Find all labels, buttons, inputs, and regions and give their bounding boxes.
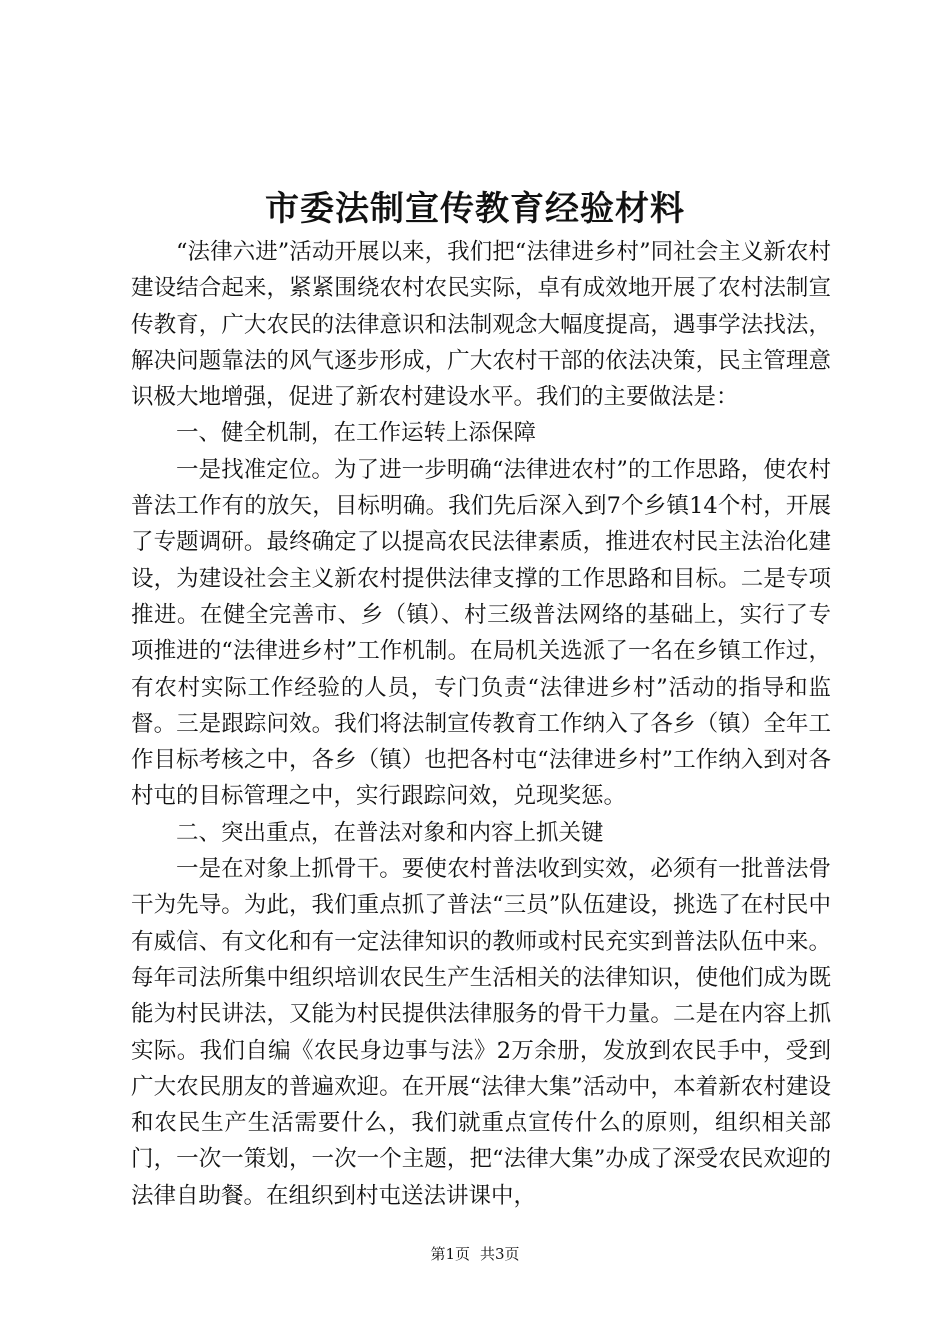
- document-title: 市委法制宣传教育经验材料: [265, 189, 685, 229]
- page-number: 第1页: [430, 1245, 470, 1263]
- paragraph-intro: “法律六进”活动开展以来，我们把“法律进乡村”同社会主义新农村建设结合起来，紧紧围绕农村农民实际，卓有成效地开展了农村法制宣传教育，广大农民的法律意识和法制观念大幅度提高，遇事学法找法，解决问题靠法的风气逐步形成，广大农村干部的依法决策，民主管理意识极大地增强，促进了新农村建设水平。我们的主要做法是：: [131, 239, 831, 411]
- paragraph-section-2: 一是在对象上抓骨干。要使农村普法收到实效，必须有一批普法骨干为先导。为此，我们重点抓了普法“三员”队伍建设，挑选了在村民中有威信、有文化和有一定法律知识的教师或村民充实到普法队伍中来。每年司法所集中组织培训农民生产生活相关的法律知识，使他们成为既能为村民讲法，又能为村民提供法律服务的骨干力量。二是在内容上抓实际。我们自编《农民身边事与法》2万余册，发放到农民手中，受到广大农民朋友的普遍欢迎。在开展“法律大集”活动中，本着新农村建设和农民生产生活需要什么，我们就重点宣传什么的原则，组织相关部门，一次一策划，一次一个主题，把“法律大集”办成了深受农民欢迎的法律自助餐。在组织到村屯送法讲课中，: [131, 856, 831, 1209]
- section-heading-1: 一、健全机制，在工作运转上添保障: [176, 420, 537, 447]
- paragraph-section-1: 一是找准定位。为了进一步明确“法律进农村”的工作思路，使农村普法工作有的放矢，目标明确。我们先后深入到7个乡镇14个村，开展了专题调研。最终确定了以提高农民法律素质，推进农村民主法治化建设，为建设社会主义新农村提供法律支撑的工作思路和目标。二是专项推进。在健全完善市、乡（镇）、村三级普法网络的基础上，实行了专项推进的“法律进乡村”工作机制。在局机关选派了一名在乡镇工作过，有农村实际工作经验的人员，专门负责“法律进乡村”活动的指导和监督。三是跟踪问效。我们将法制宣传教育工作纳入了各乡（镇）全年工作目标考核之中，各乡（镇）也把各村屯“法律进乡村”工作纳入到对各村屯的目标管理之中，实行跟踪问效，兑现奖惩。: [131, 456, 831, 810]
- page-total: 共3页: [480, 1245, 520, 1263]
- document-body: [131, 234, 831, 1214]
- section-heading-2: 二、突出重点，在普法对象和内容上抓关键: [176, 819, 604, 846]
- page-footer: [0, 1243, 950, 1265]
